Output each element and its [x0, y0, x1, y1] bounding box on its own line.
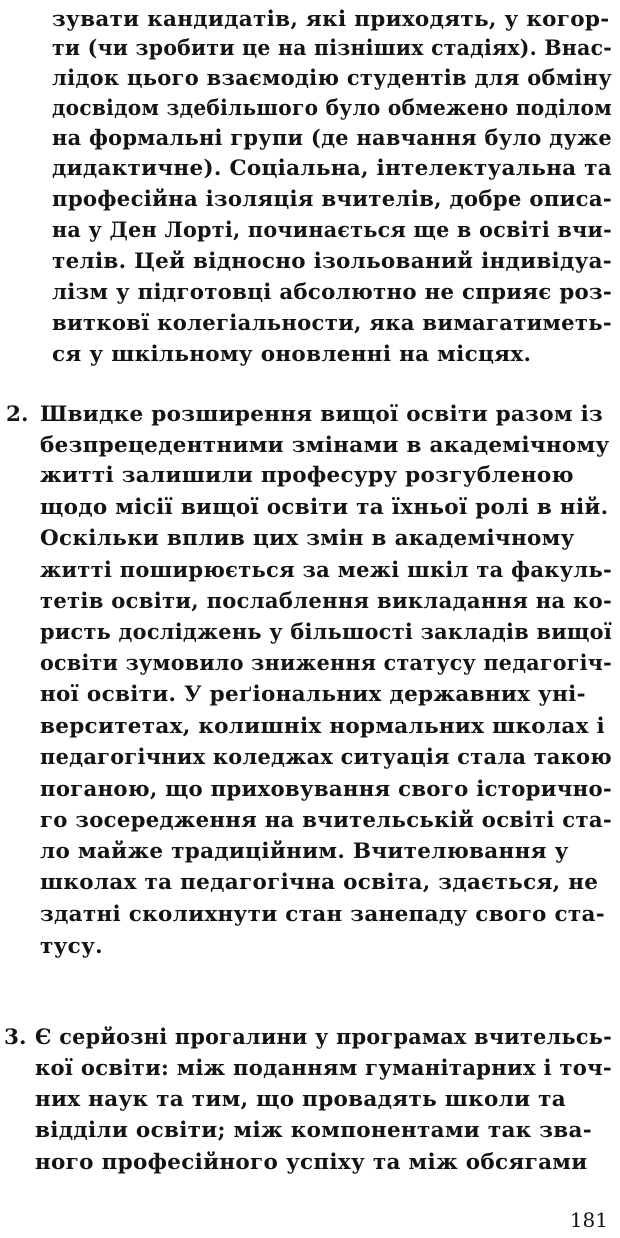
text-line: зувати кандидатів, які приходять, у когор- [52, 7, 610, 32]
text-line: відділи освіти; між компонентами так зва- [35, 1118, 593, 1143]
text-line: Є серйозні прогалини у програмах вчительсь- [35, 1025, 612, 1050]
text-line: лідок цього взаємодію студентів для обміну [52, 66, 612, 91]
text-line: дидактичне). Соціальна, інтелектуальна та [52, 156, 612, 181]
text-line: ти (чи зробити це на пізніших стадіях). Внас- [52, 36, 612, 61]
text-line: витковї колегіальности, яка вимагатиметь- [52, 311, 612, 336]
text-line: ристь досліджень у більшості закладів вищої [40, 620, 612, 645]
text-line: ного професійного успіху та між обсягами [35, 1150, 588, 1175]
text-line: безпрецедентними змінами в академічному [40, 433, 610, 458]
text-line: поганою, що приховування свого історично- [40, 777, 612, 802]
text-line: на у Ден Лорті, починається ще в освіті вчи- [52, 218, 612, 243]
text-line: ся у шкільному оновленні на місцях. [52, 342, 532, 367]
text-line: тусу. [40, 934, 103, 959]
text-line: педагогічних коледжах ситуація стала такою [40, 745, 612, 770]
list-item-number: 3. [4, 1025, 27, 1050]
text-line: тетів освіти, послаблення викладання на ко- [40, 589, 612, 614]
text-line: освіти зумовило зниження статусу педагогіч- [40, 651, 612, 676]
text-line: телів. Цей відносно ізольований індивідуа- [52, 249, 612, 274]
text-line: здатні сколихнути стан занепаду свого ста- [40, 902, 605, 927]
text-line: школах та педагогічна освіта, здається, не [40, 870, 599, 895]
text-line: житті поширюється за межі шкіл та факуль- [40, 558, 612, 583]
text-line: щодо місії вищої освіти та їхньої ролі в ній. [40, 495, 609, 520]
text-line: кої освіти: між поданням гуманітарних і точ- [35, 1056, 612, 1081]
list-item-number: 2. [6, 402, 29, 427]
text-line: них наук та тим, що провадять школи та [35, 1087, 566, 1112]
text-line: лізм у підготовці абсолютно не сприяє роз- [52, 280, 612, 305]
text-line: на формальні групи (де навчання було дуже [52, 126, 612, 151]
page-number: 181 [569, 1208, 608, 1232]
text-line: ло майже традиційним. Вчителювання у [40, 839, 569, 864]
text-line: професійна ізоляція вчителів, добре описа- [52, 187, 612, 212]
text-line: житті залишили професуру розгубленою [40, 463, 574, 488]
text-line: ної освіти. У реґіональних державних уні- [40, 682, 586, 707]
text-line: досвідом здебільшого було обмежено поділом [52, 96, 612, 121]
text-line: Оскільки вплив цих змін в академічному [40, 526, 575, 551]
text-line: Швидке розширення вищої освіти разом із [40, 402, 604, 427]
text-line: го зосередження на вчительській освіті ста- [40, 808, 612, 833]
text-line: верситетах, колишніх нормальних школах і [40, 714, 606, 739]
